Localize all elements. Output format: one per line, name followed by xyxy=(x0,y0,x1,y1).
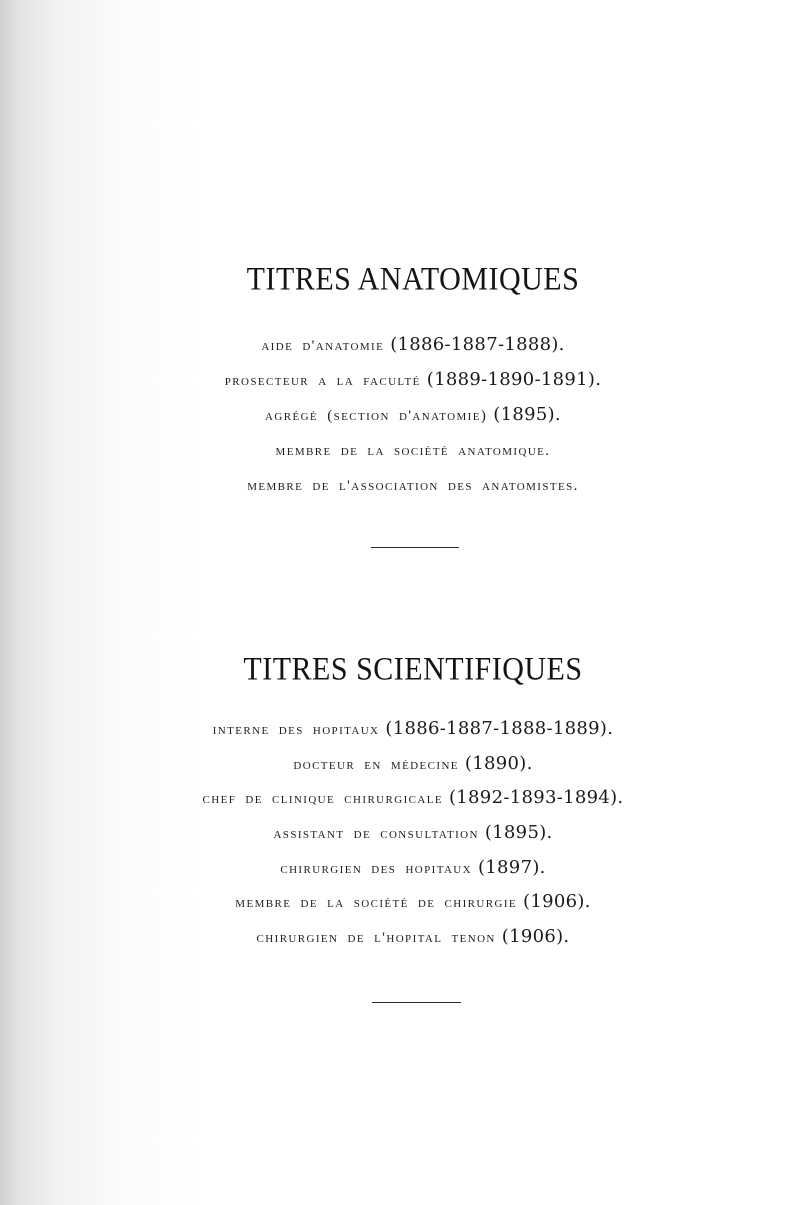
list-item xyxy=(0,750,800,785)
list-item xyxy=(0,436,800,471)
list-item xyxy=(0,366,800,401)
item-years: (1895). xyxy=(493,404,561,425)
item-text: interne des hopitaux xyxy=(212,722,380,738)
item-years: (1906). xyxy=(523,891,591,913)
section-divider xyxy=(372,1002,461,1003)
list-item xyxy=(0,888,800,923)
list-item xyxy=(0,715,800,750)
item-years: (1890). xyxy=(464,752,533,774)
item-text: membre de la société anatomique. xyxy=(275,443,551,459)
list-item xyxy=(0,784,800,819)
item-text: assistant de consultation xyxy=(273,826,479,843)
anatomical-titles-list xyxy=(0,331,800,506)
item-years: (1886-1887-1888). xyxy=(390,334,565,355)
item-years: (1895). xyxy=(484,822,553,844)
item-text: chirurgien des hopitaux xyxy=(280,860,472,877)
list-item xyxy=(0,401,800,436)
item-text: agrégé (section d'anatomie) xyxy=(265,408,488,424)
list-item xyxy=(0,923,800,958)
item-text: chirurgien de l'hopital tenon xyxy=(256,930,496,947)
item-years: (1892-1893-1894). xyxy=(448,787,624,809)
list-item xyxy=(0,471,800,506)
item-text: chef de clinique chirurgicale xyxy=(202,791,443,808)
item-years: (1906). xyxy=(501,926,570,948)
list-item xyxy=(0,331,800,366)
scientific-titles-list xyxy=(0,715,800,958)
section-divider xyxy=(371,547,459,548)
item-text: membre de l'association des anatomistes. xyxy=(247,478,579,494)
item-text: docteur en médecine xyxy=(293,756,459,773)
item-years: (1889-1890-1891). xyxy=(426,369,602,390)
list-item xyxy=(0,819,800,854)
item-text: prosecteur a la faculté xyxy=(224,373,421,389)
item-text: membre de la société de chirurgie xyxy=(235,895,518,912)
item-years: (1897). xyxy=(477,856,546,878)
list-item xyxy=(0,854,800,889)
item-years: (1886-1887-1888-1889). xyxy=(385,718,614,739)
item-text: aide d'anatomie xyxy=(261,338,385,354)
section-title-anatomical: TITRES ANATOMIQUES xyxy=(246,261,580,298)
section-title-scientific: TITRES SCIENTIFIQUES xyxy=(243,651,583,688)
